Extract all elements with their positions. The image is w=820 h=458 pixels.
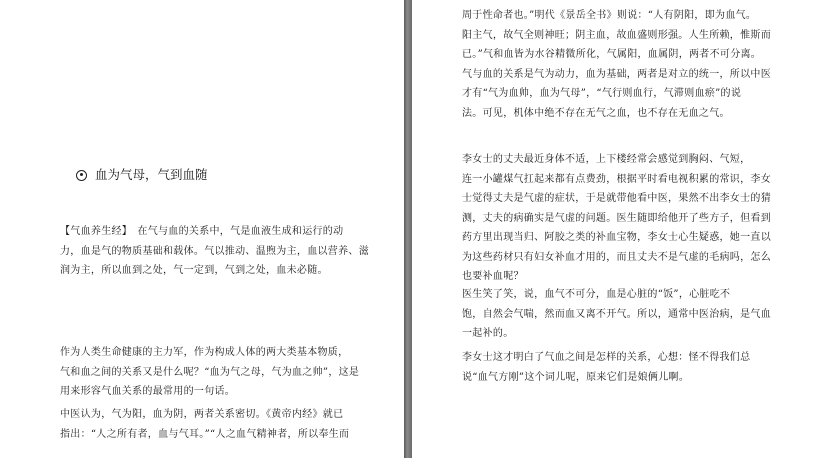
right-paragraph-1: 周于性命者也。”明代《景岳全书》则说：“人有阴阳，即为血气。 阳主气，故气全则神旺；阴主血，故血盛则形强。人生所赖，惟斯而 已。”气和血皆为水谷精微所化，气属阳，血属阴，两者不可分离。 气与血的关系是气为动力，血为基础，两者是对立的统一，所以中医 才有“气为血帅，血为气母”，“气行则血行，气滞则血瘀”的说 法。可见，机体中绝不存在无气之血，也不存在无血之气。	[462, 10, 771, 119]
left-paragraph-3: 中医认为，气为阳，血为阴，两者关系密切。《黄帝内经》就已 指出：“人之所有者，血与气耳。”“人之血气精神者，所以奉生而	[60, 409, 350, 440]
circle-bullet-icon	[76, 170, 87, 181]
left-paragraph-2: 作为人类生命健康的主力军，作为构成人体的两大类基本物质， 气和血之间的关系又是什么呢？“血为气之母，气为血之帅”，这是 用来形容气血关系的最常用的一句话。	[60, 347, 360, 397]
left-paragraph-1: 【气血养生经】 在气与血的关系中，气是血液生成和运行的动 力，血是气的物质基础和载体。气以推动、温煦为主，血以营养、滋 润为主，所以血到之处，气一定到，气到之处，血未必随。	[60, 226, 369, 276]
right-paragraph-3: 医生笑了笑，说，血气不可分，血是心脏的“饭”，心脏吃不 饱，自然会气喘，然而血又离不开气。所以，通常中医治病，是气血 一起补的。	[462, 289, 771, 339]
page-gutter	[404, 0, 412, 458]
right-page	[412, 0, 820, 458]
right-paragraph-2: 李女士的丈夫最近身体不适，上下楼经常会感觉到胸闷、气短， 连一小罐煤气扛起来都有点费劲，根据平时看电视积累的常识，李女 士觉得丈夫是气虚的症状，于是就带他看中医，果然不出李女士的猜 测，丈夫的病确实是气虚的问题。医生随即给他开了些方子，但看到 药方里出现当归、阿胶之类的补血宝物，李女士心生疑惑，她一直以 为这些药材只有妇女补血才用的，而且丈夫不是气虚的毛病吗，怎么 也要补血呢？	[462, 154, 771, 282]
left-page	[0, 0, 404, 458]
section-heading-text: 血为气母，气到血随	[95, 167, 208, 182]
section-heading	[76, 165, 208, 185]
right-paragraph-4: 李女士这才明白了气血之间是怎样的关系，心想：怪不得我们总 说“血气方刚”这个词儿呢，原来它们是娘俩儿啊。	[462, 352, 751, 383]
